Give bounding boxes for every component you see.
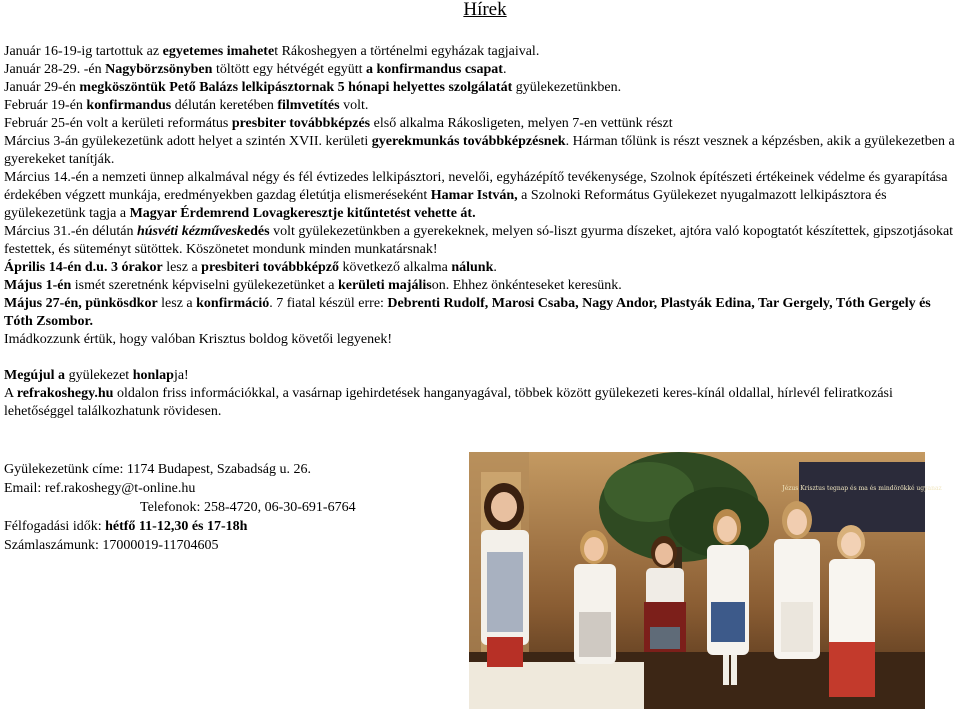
news-text-bold: egyetemes imahete bbox=[162, 44, 275, 59]
news-item-web bbox=[4, 367, 956, 385]
news-text-bold: Megújul a bbox=[4, 368, 66, 383]
news-text: gyülekezetünkben. bbox=[512, 80, 622, 95]
news-text: Február 25-én volt a kerületi református bbox=[4, 116, 232, 131]
contact-account: Számlaszámunk: 17000019-11704605 bbox=[4, 538, 219, 553]
contact-block bbox=[4, 460, 464, 555]
news-text-bold: Május 27-én, pünkösdkor bbox=[4, 296, 158, 311]
news-text-bold: presbiter továbbképzés bbox=[231, 116, 371, 131]
news-item-feb19 bbox=[4, 97, 956, 115]
news-text: Január 16-19-ig tartottuk az bbox=[4, 44, 163, 59]
news-text: gyülekezet bbox=[65, 368, 133, 383]
news-text: ja! bbox=[173, 368, 189, 383]
news-text-bold: kerületi majális bbox=[337, 278, 432, 293]
news-text: Imádkozzunk értük, hogy valóban Krisztus boldog követői legyenek! bbox=[4, 332, 393, 347]
news-text: Február 19-én bbox=[4, 98, 87, 113]
contact-hours-value: hétfő 11-12,30 és 17-18h bbox=[105, 519, 248, 534]
news-item-jan28 bbox=[4, 61, 956, 79]
children-photo-drawing bbox=[469, 452, 942, 709]
contact-hours bbox=[4, 517, 464, 536]
news-text: délután keretében bbox=[171, 98, 278, 113]
news-item-mar3 bbox=[4, 133, 956, 169]
news-text: Január 29-én bbox=[4, 80, 80, 95]
church-banner: Jézus Krisztus tegnap és ma és mindörökké ugyanaz bbox=[782, 485, 942, 492]
news-text-bold: a konfirmandus csapat bbox=[366, 62, 503, 77]
news-text-bold: refrakoshegy.hu bbox=[16, 386, 114, 401]
news-item-feb25 bbox=[4, 115, 956, 133]
contact-phone: Telefonok: 258-4720, 06-30-691-6764 bbox=[140, 500, 356, 515]
news-text: . bbox=[493, 260, 497, 275]
news-text: húsvéti kézművesk bbox=[136, 224, 244, 239]
news-item-pray bbox=[4, 331, 956, 349]
contact-address: Gyülekezetünk címe: 1174 Budapest, Szabadság u. 26. bbox=[4, 462, 312, 477]
news-item-jan16 bbox=[4, 43, 956, 61]
news-text: ismét szeretnénk képviselni gyülekezetünket a bbox=[71, 278, 338, 293]
news-text-bold: edés bbox=[243, 224, 270, 239]
news-text: A bbox=[4, 386, 17, 401]
news-text-bold: presbiteri továbbképző bbox=[201, 260, 339, 275]
news-text: következő alkalma bbox=[338, 260, 452, 275]
news-text-bold: megköszöntük Pető Balázs lelkipásztornak 5 hónapi helyettes szolgálatát bbox=[79, 80, 513, 95]
news-text-bold: Debrenti Rudolf, Marosi Csaba, Nagy Andor, Plastyák Edina, Tar Gergely, Tóth Gergely és Tóth Zsombor. bbox=[4, 296, 931, 329]
news-item-may27 bbox=[4, 295, 956, 331]
news-text-bold: gyerekmunkás továbbképzésnek bbox=[371, 134, 566, 149]
news-item-may1 bbox=[4, 277, 956, 295]
news-text-bold: filmvetítés bbox=[277, 98, 340, 113]
news-text-bold: Nagybörzsönyben bbox=[105, 62, 213, 77]
news-text: lesz a bbox=[157, 296, 197, 311]
news-text: töltött egy hétvégét együtt bbox=[212, 62, 367, 77]
news-text-bold: Április 14-én d.u. 3 órakor bbox=[4, 260, 163, 275]
news-text-bold: konfirmáció bbox=[196, 296, 270, 311]
news-list bbox=[4, 43, 956, 421]
news-text: Március 31.-én délután bbox=[4, 224, 137, 239]
contact-email[interactable]: Email: ref.rakoshegy@t-online.hu bbox=[4, 481, 196, 496]
news-text-bold bbox=[137, 224, 244, 239]
news-text-bold: Május 1-én bbox=[4, 278, 72, 293]
contact-hours-label: Félfogadási idők: bbox=[4, 519, 106, 534]
news-text: oldalon friss információkkal, a vasárnap igehirdetések hanganyagával, többek között gyülekezeti keres-kínál oldallal, hírlevél feliratkozási lehetőséggel találkozhatunk rövidesen. bbox=[4, 386, 893, 419]
news-text: t Rákoshegyen a történelmi egyházak tagjaival. bbox=[274, 44, 540, 59]
news-text: első alkalma Rákosligeten, melyen 7-en vettünk részt bbox=[370, 116, 673, 131]
child-1 bbox=[481, 483, 529, 667]
news-text: volt gyülekezetünkben a gyerekeknek, melyen só-liszt gyurma díszeket, ajtóra való kopogtatót készítettek, gipszotjásokat festettek, és süteményt sütöttek. Köszönetet mondunk minden munkatársnak! bbox=[4, 224, 954, 257]
news-text-bold: Hamar István, bbox=[430, 188, 518, 203]
news-text: a Szolnoki Református Gyülekezet nyugalmazott lelkipásztora és gyülekezetünk tagja a bbox=[4, 188, 887, 221]
news-text: on. Ehhez önkénteseket keresünk. bbox=[431, 278, 622, 293]
news-text-bold: konfirmandus bbox=[86, 98, 172, 113]
children-photo bbox=[469, 452, 942, 709]
page-title: Hírek bbox=[463, 0, 507, 20]
news-item-refra bbox=[4, 385, 956, 421]
news-text: volt. bbox=[339, 98, 369, 113]
news-text: . bbox=[502, 62, 507, 77]
news-text: . 7 fiatal készül erre: bbox=[269, 296, 388, 311]
news-text: . Hárman tőlünk is részt vesznek a képzésben, akik a gyülekezetben a gyerekeket tanítják. bbox=[4, 134, 955, 167]
news-text-bold: honlap bbox=[132, 368, 174, 383]
news-item-jan29 bbox=[4, 79, 956, 97]
news-text: Március 3-án gyülekezetünk adott helyet a szintén XVII. kerületi bbox=[4, 134, 372, 149]
news-text-bold: Magyar Érdemrend Lovagkeresztje kitűntetést vehette át. bbox=[129, 206, 476, 221]
news-text: lesz a bbox=[162, 260, 202, 275]
news-text: Március 14.-én a nemzeti ünnep alkalmával négy és fél évtizedes lelkipásztori, nevelői, egyházépítő tevékenysége, Szolnok építészeti értékeinek védelme és gyarapítása érdekében végzett munkája, eredményekben gazdag életútja elismeréseként bbox=[4, 170, 948, 203]
news-item-mar31 bbox=[4, 223, 956, 259]
news-text-bold: nálunk bbox=[451, 260, 494, 275]
news-item-apr14 bbox=[4, 259, 956, 277]
news-text: Január 28-29. -én bbox=[4, 62, 106, 77]
news-item-mar14 bbox=[4, 169, 956, 223]
